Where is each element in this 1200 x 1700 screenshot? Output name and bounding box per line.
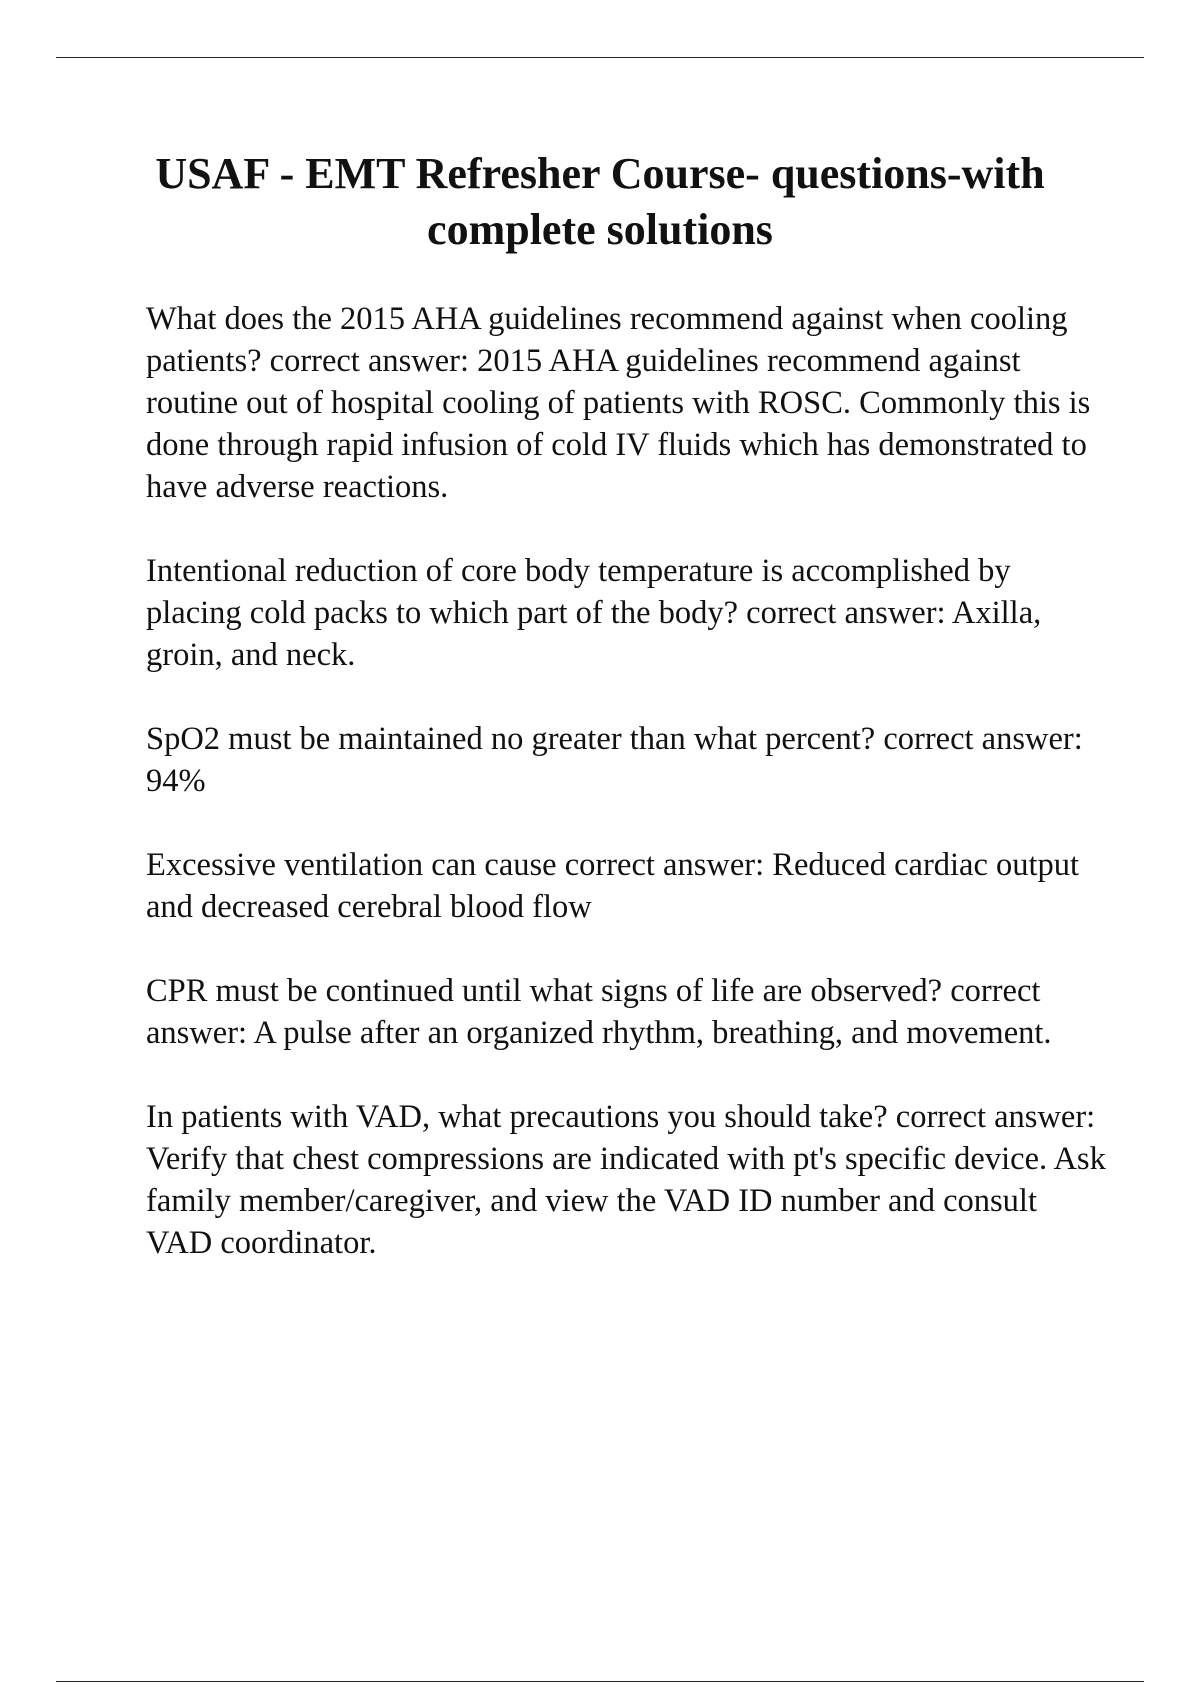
question-text: In patients with VAD, what precautions you should take?	[146, 1099, 888, 1135]
qa-item	[146, 1096, 1106, 1264]
answer-label: correct answer:	[875, 721, 1083, 757]
answer-text: Reduced cardiac output and decreased cerebral blood flow	[146, 847, 1080, 925]
answer-label: correct answer:	[738, 595, 952, 631]
qa-item	[146, 970, 1106, 1054]
question-text: Excessive ventilation can cause	[146, 847, 557, 883]
qa-item	[146, 844, 1106, 928]
bottom-rule	[56, 1681, 1144, 1682]
answer-label: correct answer:	[556, 847, 773, 883]
answer-text: Verify that chest compressions are indicated with pt's specific device. Ask family member/caregiver, and view the VAD ID number and consult VAD coordinator.	[146, 1141, 1106, 1261]
answer-label: correct answer:	[261, 343, 478, 379]
answer-text: 94%	[146, 763, 206, 799]
answer-text: 2015 AHA guidelines recommend against routine out of hospital cooling of patients with ROSC. Commonly this is done through rapid infusion of cold IV fluids which has demonstrated to have adverse reactions.	[146, 343, 1091, 505]
document-title: USAF - EMT Refresher Course- questions-with complete solutions	[155, 149, 1045, 254]
answer-label: correct answer:	[146, 973, 1041, 1051]
answer-text: Axilla, groin, and neck.	[146, 595, 1042, 673]
top-rule	[56, 57, 1144, 58]
answer-text: A pulse after an organized rhythm, breathing, and movement.	[253, 1015, 1052, 1051]
question-text: Intentional reduction of core body temperature is accomplished by placing cold packs to which part of the body?	[146, 553, 1011, 631]
qa-item	[146, 550, 1106, 676]
qa-list	[146, 298, 1106, 1306]
answer-label: correct answer:	[887, 1099, 1096, 1135]
qa-item	[146, 718, 1106, 802]
question-text: What does the 2015 AHA guidelines recommend against when cooling patients?	[146, 301, 1068, 379]
qa-item	[146, 298, 1106, 508]
question-text: CPR must be continued until what signs of life are observed?	[146, 973, 943, 1009]
question-text: SpO2 must be maintained no greater than what percent?	[146, 721, 876, 757]
